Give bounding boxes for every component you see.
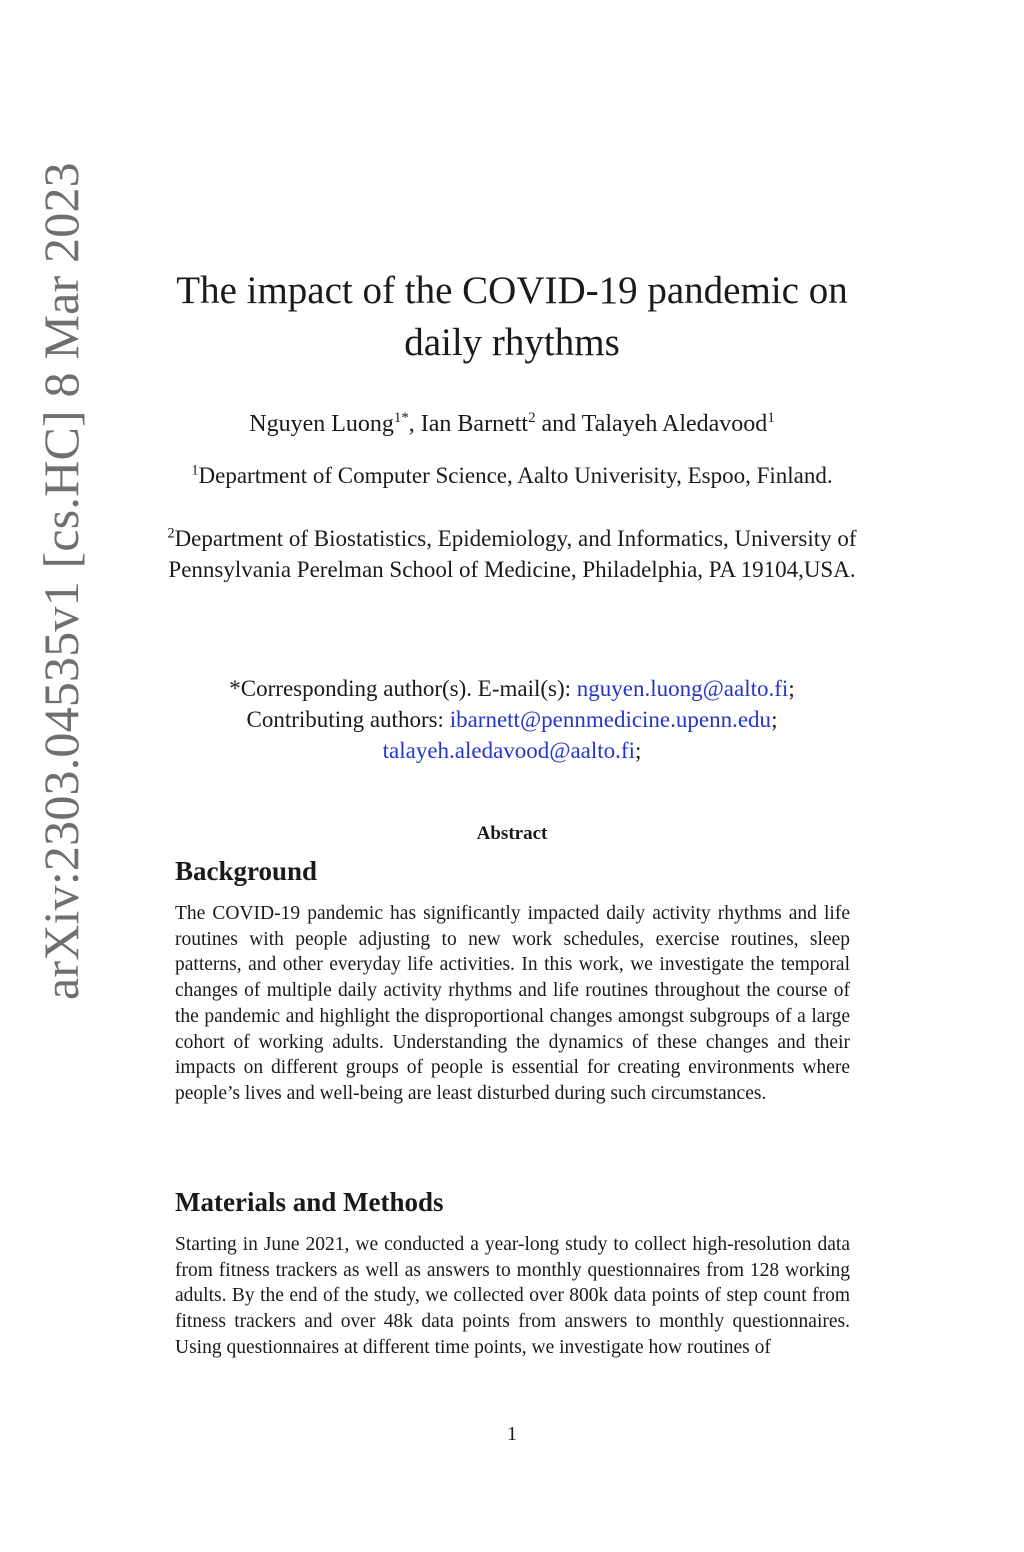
author-name: Talayeh Aledavood	[581, 411, 768, 437]
affiliation	[150, 523, 874, 585]
author-affiliation-mark: 1	[767, 410, 775, 427]
email-separator: ;	[771, 707, 778, 732]
affiliation-mark: 1	[191, 462, 199, 479]
author-list	[150, 408, 874, 440]
email-separator: ;	[788, 676, 795, 701]
correspondence-block	[150, 673, 874, 766]
arxiv-identifier: arXiv:2303.04535v1 [cs.HC] 8 Mar 2023	[33, 162, 89, 1000]
materials-methods-paragraph: Starting in June 2021, we conducted a year-long study to collect high-resolution data from fitness trackers as well as answers to monthly questionnaires from 128 working adults. By the end of the study, we collected over 800k data points of step count from fitness trackers and over 48k data points from answers to monthly questionnaires. Using questionnaires at different time points, we investigate how routines of	[175, 1234, 850, 1358]
section-heading-materials-methods: Materials and Methods	[175, 1187, 444, 1217]
contributing-label: Contributing authors:	[246, 707, 450, 732]
background-paragraph: The COVID-19 pandemic has significantly impacted daily activity rhythms and life routines with people adjusting to new work schedules, exercise routines, sleep patterns, and other everyday life activities. In this work, we investigate the temporal changes of multiple daily activity rhythms and life routines throughout the course of the pandemic and highlight the disproportional changes amongst subgroups of a large cohort of working adults. Understanding the dynamics of these changes and their impacts on different groups of people is essential for creating environments where people’s lives and well-being are least disturbed during such circumstances.	[175, 903, 850, 1104]
affiliation-text: Department of Computer Science, Aalto Univerisity, Espoo, Finland.	[198, 463, 833, 488]
email-separator: ;	[634, 738, 642, 763]
corresponding-label: *Corresponding author(s). E-mail(s):	[229, 676, 577, 701]
contributing-email-link[interactable]: talayeh.aledavood@aalto.fi	[382, 738, 635, 763]
author-affiliation-mark: 1*	[393, 410, 409, 427]
affiliation-text: Department of Biostatistics, Epidemiology, and Informatics, University of Pennsylvania Perelman School of Medicine, Philadelphia, PA 19104,USA.	[168, 526, 857, 582]
contributing-email-link[interactable]: ibarnett@pennmedicine.upenn.edu	[449, 707, 772, 732]
author-name: Nguyen Luong	[249, 411, 394, 437]
corresponding-email-link[interactable]: nguyen.luong@aalto.fi	[576, 676, 789, 701]
affiliation	[150, 460, 874, 491]
author-separator: ,	[408, 411, 421, 437]
paper-title: The impact of the COVID-19 pandemic on daily rhythms	[176, 269, 848, 364]
author-affiliation-mark: 2	[528, 410, 536, 427]
author-separator: and	[535, 411, 582, 437]
affiliation-mark: 2	[167, 525, 175, 542]
section-heading-background: Background	[175, 856, 318, 886]
page-number: 1	[507, 1423, 517, 1445]
author-name: Ian Barnett	[420, 411, 529, 437]
abstract-label: Abstract	[476, 823, 548, 844]
